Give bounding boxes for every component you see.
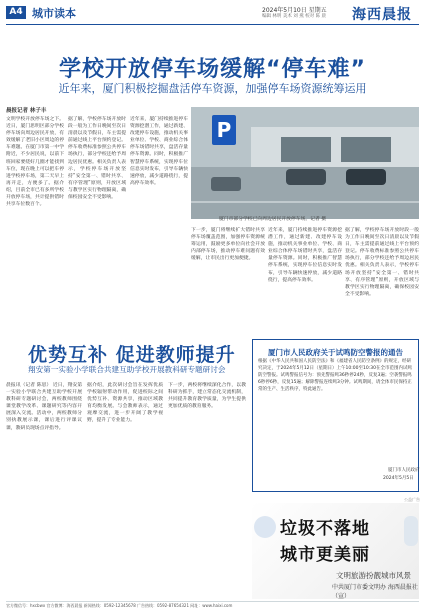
page-number-badge: A4 (6, 6, 26, 19)
story1-subheadline: 近年来，厦门积极挖掘盘活停车资源，加强停车场资源统筹运用 (58, 82, 367, 95)
story1-column-1: 文明学校开放停车场之下。近日，厦门思明区部分学校停车场向周边居民开放，有效缓解了老旧小区周边的停车难题。在厦门市第一中学附近，不少居民说，以前下班回家要绕好几圈才能找到车位，现在晚上可以把车停进学校停车场，第二天早上再开走，方便多了。据介绍，目前全市已有多所学校开放停车场，共计提供错时共享车位数百个。 (6, 117, 64, 208)
header-divider (6, 24, 419, 25)
bottle-icon (404, 516, 418, 546)
ad-headline-1: 垃圾不落地 (280, 519, 370, 539)
mascot-icon (254, 516, 276, 538)
notice-issuer: 厦门市人民政府 (388, 468, 420, 473)
ad-sponsor: 中共厦门市委文明办 海西晨报社（宣） (332, 584, 418, 600)
story1-column-2: 据了解，学校停车场开放时段一般为工作日晚间至次日清晨以及节假日，车主需提前通过线上平台预约登记。停车收费标准参照公共停车场执行，部分学校还给予周边居民优惠。相关负责人表示，学校停车场开放坚持“安全第一、错时共享、有序管理”原则，开放区域与教学区实行物理隔离，确保校园安全不受影响。 (68, 117, 126, 201)
story1-column-5: 近年来，厦门持续推进停车资源挖潜工作，通过新建、改建停车设施，推动机关事业单位、学校、商业综合体停车场错时共享，盘活存量停车资源。同时，积极推广智慧停车系统，实现停车位信息实时发布，引导车辆快速停放，减少道路绕行，提高停车效率。 (268, 228, 342, 283)
ad-label: 公益广告 (404, 497, 420, 502)
parking-sign-icon: P (212, 115, 236, 145)
footer-divider (6, 601, 419, 602)
story1-headline: 学校开放停车场缓解“停车难” (59, 57, 366, 82)
ad-slogan: 文明旅游扮靓城市风景 (336, 571, 411, 580)
photo-caption: 厦门市部分学校已向周边居民开放停车场。记者 摄 (219, 217, 327, 222)
story1-column-6: 据了解，学校停车场开放时段一般为工作日晚间至次日清晨以及节假日，车主需提前通过线上平台预约登记。停车收费标准参照公共停车场执行，部分学校还给予周边居民优惠。相关负责人表示，学校停车场开放坚持“安全第一、错时共享、有序管理”原则，开放区域与教学区实行物理隔离，确保校园安全不受影响。 (345, 228, 419, 297)
date-line: 2024年5月10日 星期五 (262, 7, 327, 14)
story1-column-3: 近年来，厦门持续推进停车资源挖潜工作，通过新建、改建停车设施，推动机关事业单位、学校、商业综合体停车场错时共享，盘活存量停车资源。同时，积极推广智慧停车系统，实现停车位信息实时发布，引导车辆快速停放，减少道路绕行，提高停车效率。 (130, 117, 188, 186)
ad-headline-2: 城市更美丽 (280, 545, 370, 565)
story1-byline: 晨报记者 林子丰 (6, 108, 47, 114)
issue-meta: 编辑 林明 美术 刘 燕 校对 陈 晨 (262, 14, 327, 19)
section-title: 城市读本 (32, 7, 76, 20)
footer-info: 官方微信号：hxcbwx 官方微博：海西晨报 新闻热线：0592-12345678 广告热线：0592-87654321 网址：www.haixi.com (6, 603, 233, 608)
story1-column-4: 下一步，厦门将继续扩大错时共享停车场覆盖范围，加强停车资源统筹运用，鼓励更多单位向社会开放内部停车场，推动停车难问题有效缓解，让市民出行更加便捷。 (191, 228, 265, 262)
story2-headline: 优势互补 促进教师提升 (28, 344, 236, 366)
notice-date: 2024年5月5日 (383, 476, 414, 481)
story2-column-3: 下一步，两校将继续深化合作，以教科研为抓手，建立常态化交流机制，共同提升教育教学质量，为学生提供更加优质的教育服务。 (168, 383, 246, 410)
masthead-logo: 海西晨报 (352, 7, 412, 23)
story2-column-1: 晨报讯（记者 陈思） 近日，翔安第一实验小学联合共建互助学校开展教科研专题研讨会，两校教师围绕课堂教学改革、课题研究等内容开展深入交流。活动中，两校教师分别执教展示课，课后进行评课议课，教研员现场点评指导。 (6, 383, 82, 431)
story2-column-2: 据介绍，此次研讨会旨在发挥优质学校辐射带动作用，促进校际之间优势互补、资源共享，推动区域教育均衡发展。与会教师表示，通过观摩交流，进一步开阔了教学视野，提升了专业能力。 (87, 383, 163, 424)
story2-subheadline: 翔安第一实验小学联合共建互助学校开展教科研专题研讨会 (28, 365, 226, 374)
notice-title: 厦门市人民政府关于试鸣防空警报的通告 (268, 348, 403, 357)
notice-body: 根据《中华人民共和国人民防空法》和《福建省人民防空条例》的规定，经研究决定，于2024年5月12日（星期日）上午10:00至10:30在全市范围内试鸣防空警报。试鸣警报信号为：预先警报鸣36秒停24秒，反复3遍；空袭警报鸣6秒停6秒，反复15遍；解除警报连续鸣3分钟。试鸣期间，请全体市民保持正常的生产、生活秩序，特此通告。 (258, 359, 412, 392)
